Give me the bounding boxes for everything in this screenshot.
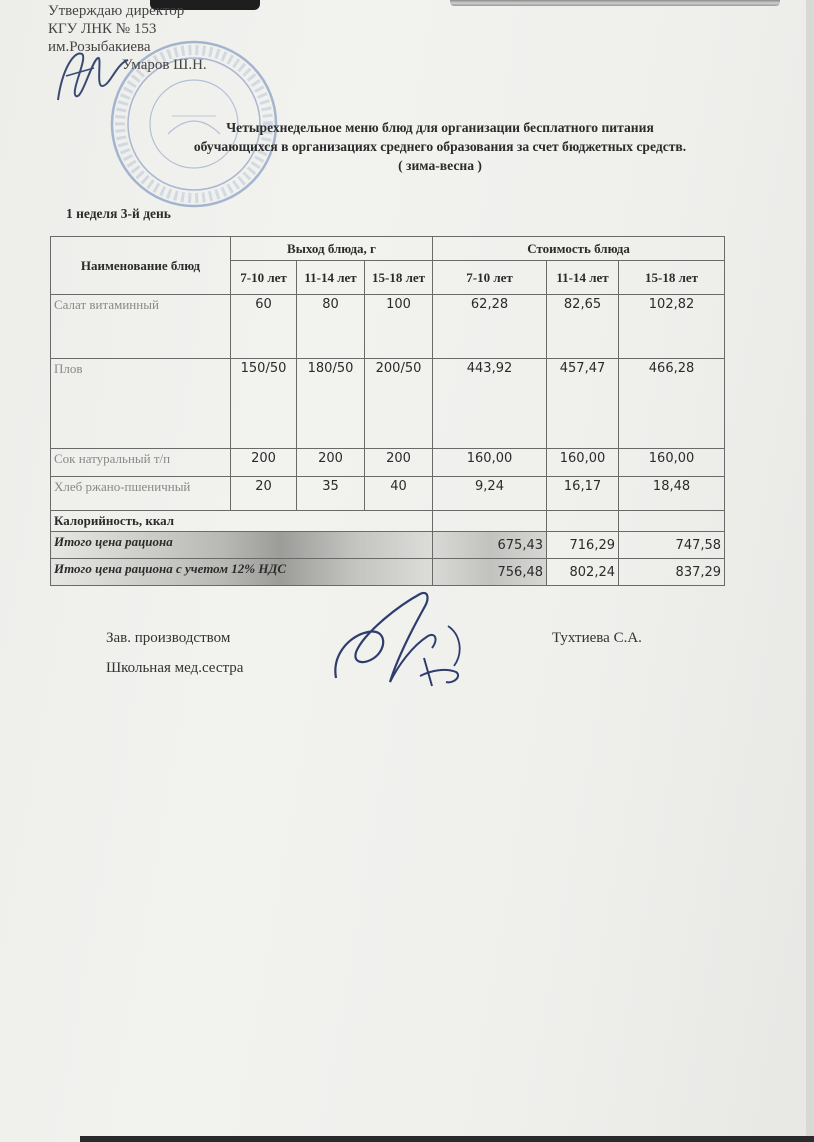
dish-name: Сок натуральный т/п [51,449,231,477]
cost-cell: 18,48 [619,477,725,511]
cost-cell: 9,24 [433,477,547,511]
total-vat-row [51,559,725,586]
approval-line-1: Утверждаю директор [48,3,185,19]
cost-cell: 82,65 [547,295,619,359]
calories-cell [619,511,725,532]
total-cell: 747,58 [619,532,725,559]
yield-cell: 180/50 [297,359,365,449]
col-group-cost: Стоимость блюда [433,237,725,261]
footer-role-1: Зав. производством [106,630,231,646]
yield-cell: 200 [231,449,297,477]
calories-cell [547,511,619,532]
table-row [51,359,725,449]
cost-cell: 102,82 [619,295,725,359]
yield-cell: 40 [365,477,433,511]
title-line-1: Четырехнедельное меню блюд для организации бесплатного питания [226,120,654,135]
cost-cell: 457,47 [547,359,619,449]
col-group-yield: Выход блюда, г [231,237,433,261]
yield-age-2: 11-14 лет [297,261,365,295]
total-row [51,532,725,559]
cost-cell: 443,92 [433,359,547,449]
manager-signature [328,586,478,696]
yield-cell: 200 [297,449,365,477]
document-title [130,118,750,175]
pen-object [150,0,630,12]
cost-cell: 62,28 [433,295,547,359]
cost-age-2: 11-14 лет [547,261,619,295]
dish-name: Салат витаминный [51,295,231,359]
yield-cell: 80 [297,295,365,359]
total-cell: 716,29 [547,532,619,559]
table-row [51,477,725,511]
calories-cell [433,511,547,532]
title-line-2: обучающихся в организациях среднего образования за счет бюджетных средств. [193,139,687,154]
director-signature [52,30,132,110]
cost-age-1: 7-10 лет [433,261,547,295]
bottom-edge [80,1136,814,1142]
dish-name: Плов [51,359,231,449]
footer-name-1: Тухтиева С.А. [552,630,642,646]
total-cell: 675,43 [433,532,547,559]
cost-cell: 160,00 [619,449,725,477]
table-row [51,295,725,359]
cost-cell: 466,28 [619,359,725,449]
cost-cell: 16,17 [547,477,619,511]
total-vat-label: Итого цена рациона с учетом 12% НДС [51,559,433,586]
approval-line-4: Умаров Ш.Н. [122,57,207,73]
yield-cell: 200/50 [365,359,433,449]
yield-cell: 35 [297,477,365,511]
approval-line-2: КГУ ЛНК № 153 [48,21,157,37]
approval-line-3: им.Розыбакиева [48,39,151,55]
week-day-label: 1 неделя 3-й день [66,206,171,221]
yield-cell: 20 [231,477,297,511]
menu-table [50,236,725,586]
yield-cell: 200 [365,449,433,477]
calories-label: Калорийность, ккал [51,511,433,532]
cost-cell: 160,00 [433,449,547,477]
title-line-3: ( зима-весна ) [398,158,482,173]
footer-role-2: Школьная мед.сестра [106,660,244,676]
paper-edge [806,0,814,1142]
yield-age-3: 15-18 лет [365,261,433,295]
yield-age-1: 7-10 лет [231,261,297,295]
total-vat-cell: 756,48 [433,559,547,586]
total-vat-cell: 837,29 [619,559,725,586]
yield-cell: 60 [231,295,297,359]
cost-cell: 160,00 [547,449,619,477]
yield-cell: 150/50 [231,359,297,449]
total-vat-cell: 802,24 [547,559,619,586]
calories-row [51,511,725,532]
dish-name: Хлеб ржано-пшеничный [51,477,231,511]
total-label: Итого цена рациона [51,532,433,559]
cost-age-3: 15-18 лет [619,261,725,295]
col-header-name: Наименование блюд [51,237,231,295]
yield-cell: 100 [365,295,433,359]
table-row [51,449,725,477]
